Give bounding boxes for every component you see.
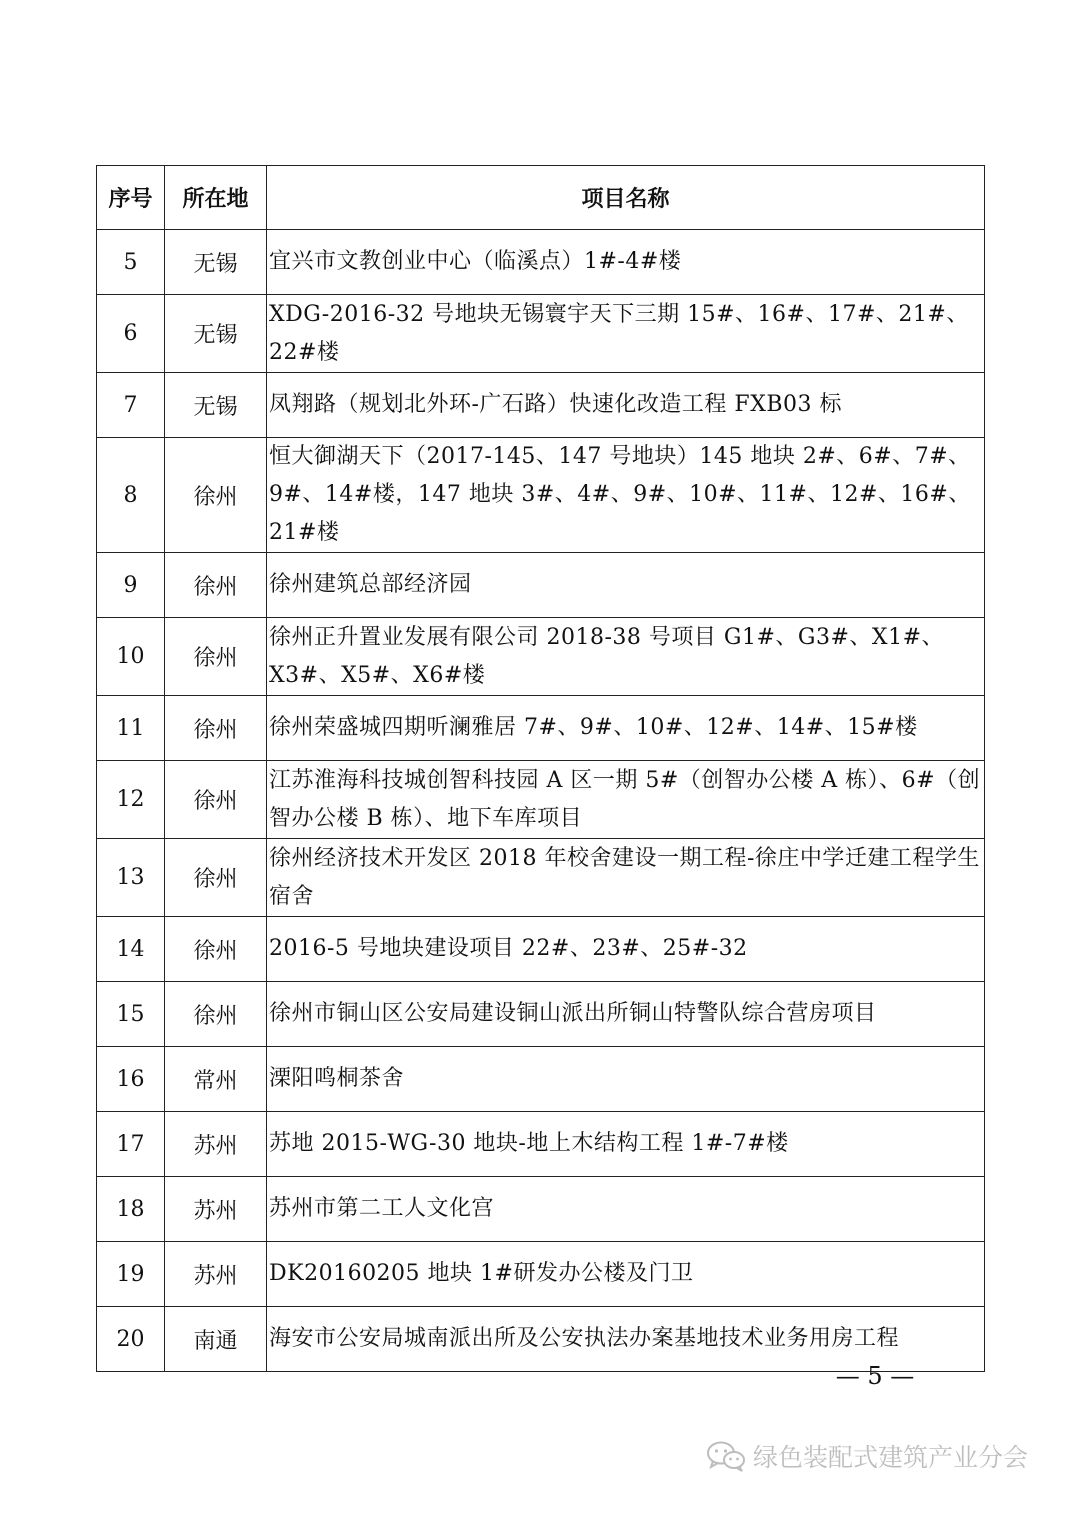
header-location: 所在地 [165,166,267,230]
row-serial: 5 [97,230,165,295]
row-location: 徐州 [165,696,267,761]
page-number: — 5 — [835,1362,915,1390]
row-serial: 20 [97,1307,165,1372]
row-location: 徐州 [165,839,267,917]
row-project-name: 徐州经济技术开发区 2018 年校舍建设一期工程-徐庄中学迁建工程学生宿舍 [267,839,985,917]
row-project-name: 苏州市第二工人文化宫 [267,1177,985,1242]
table-row [97,839,985,917]
row-project-name: 徐州建筑总部经济园 [267,553,985,618]
row-serial: 9 [97,553,165,618]
row-serial: 19 [97,1242,165,1307]
row-location: 苏州 [165,1177,267,1242]
row-project-name: 恒大御湖天下（2017-145、147 号地块）145 地块 2#、6#、7#、9#、14#楼，147 地块 3#、4#、9#、10#、11#、12#、16#、21#楼 [267,438,985,553]
row-location: 徐州 [165,438,267,553]
table-row [97,553,985,618]
table-row [97,761,985,839]
row-project-name: 凤翔路（规划北外环-广石路）快速化改造工程 FXB03 标 [267,373,985,438]
row-serial: 15 [97,982,165,1047]
wechat-icon [705,1439,747,1473]
table-row [97,696,985,761]
row-serial: 11 [97,696,165,761]
row-project-name: 徐州市铜山区公安局建设铜山派出所铜山特警队综合营房项目 [267,982,985,1047]
table-row [97,438,985,553]
row-project-name: 海安市公安局城南派出所及公安执法办案基地技术业务用房工程 [267,1307,985,1372]
header-serial: 序号 [97,166,165,230]
row-location: 苏州 [165,1242,267,1307]
row-location: 徐州 [165,761,267,839]
row-serial: 18 [97,1177,165,1242]
row-serial: 16 [97,1047,165,1112]
table-row [97,618,985,696]
row-project-name: 2016-5 号地块建设项目 22#、23#、25#-32 [267,917,985,982]
table-row [97,230,985,295]
row-location: 无锡 [165,295,267,373]
table-row [97,917,985,982]
table-row [97,1177,985,1242]
table-row [97,295,985,373]
header-project-name: 项目名称 [267,166,985,230]
row-project-name: 溧阳鸣桐茶舍 [267,1047,985,1112]
row-location: 苏州 [165,1112,267,1177]
project-table [96,165,985,1372]
row-serial: 14 [97,917,165,982]
row-project-name: XDG-2016-32 号地块无锡寰宇天下三期 15#、16#、17#、21#、22#楼 [267,295,985,373]
row-serial: 6 [97,295,165,373]
project-table-container [96,165,985,1372]
row-location: 常州 [165,1047,267,1112]
row-location: 无锡 [165,373,267,438]
row-serial: 7 [97,373,165,438]
row-location: 徐州 [165,618,267,696]
row-serial: 17 [97,1112,165,1177]
row-serial: 8 [97,438,165,553]
row-project-name: 徐州荣盛城四期听澜雅居 7#、9#、10#、12#、14#、15#楼 [267,696,985,761]
watermark-text: 绿色装配式建筑产业分会 [753,1443,1029,1472]
row-project-name: 苏地 2015-WG-30 地块-地上木结构工程 1#-7#楼 [267,1112,985,1177]
row-project-name: DK20160205 地块 1#研发办公楼及门卫 [267,1242,985,1307]
row-location: 无锡 [165,230,267,295]
table-row [97,982,985,1047]
row-location: 徐州 [165,553,267,618]
row-project-name: 宜兴市文教创业中心（临溪点）1#-4#楼 [267,230,985,295]
table-row [97,1242,985,1307]
row-project-name: 江苏淮海科技城创智科技园 A 区一期 5#（创智办公楼 A 栋）、6#（创智办公楼 B 栋）、地下车库项目 [267,761,985,839]
row-location: 徐州 [165,917,267,982]
row-project-name: 徐州正升置业发展有限公司 2018-38 号项目 G1#、G3#、X1#、X3#、X5#、X6#楼 [267,618,985,696]
row-location: 南通 [165,1307,267,1372]
table-row [97,1047,985,1112]
row-serial: 12 [97,761,165,839]
row-serial: 10 [97,618,165,696]
table-row [97,1112,985,1177]
row-location: 徐州 [165,982,267,1047]
watermark [705,1436,1028,1476]
row-serial: 13 [97,839,165,917]
table-header-row [97,166,985,230]
table-row [97,373,985,438]
